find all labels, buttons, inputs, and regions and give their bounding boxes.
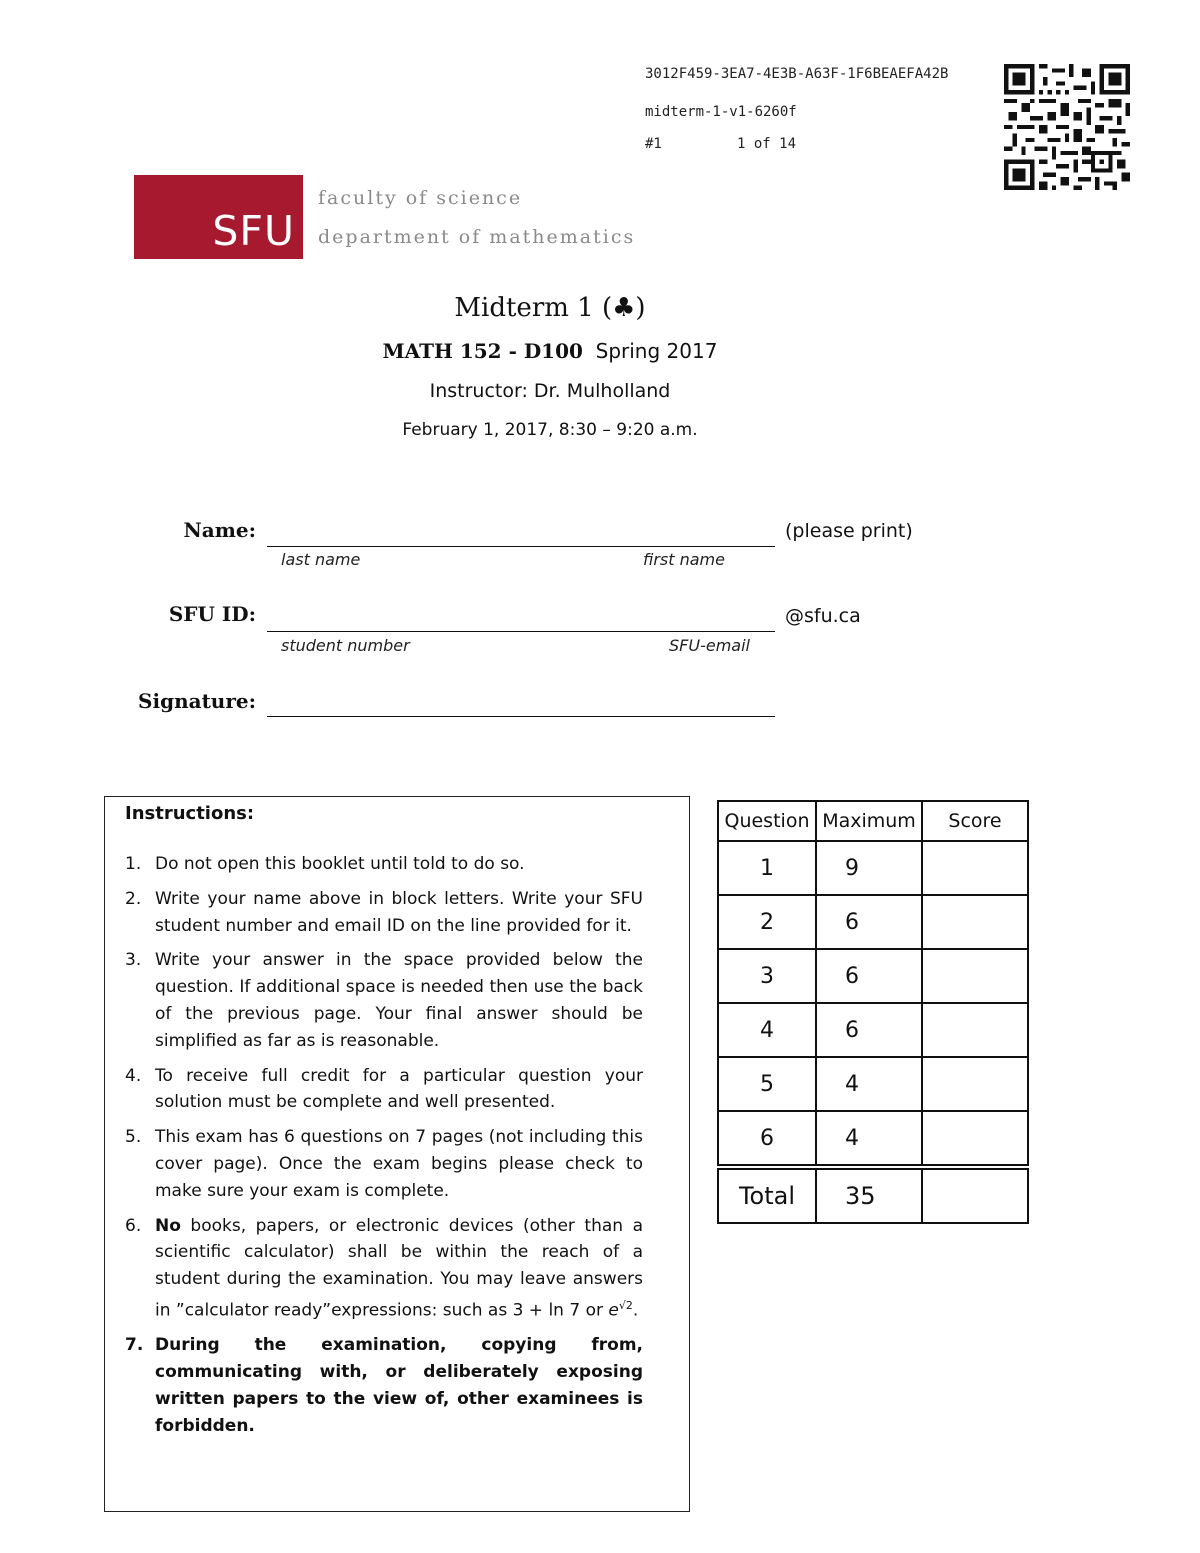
question-cell: 4 [718, 1003, 816, 1057]
course-line [0, 339, 1100, 363]
total-score[interactable] [922, 1167, 1028, 1223]
table-row [718, 841, 1028, 895]
score-cell[interactable] [922, 841, 1028, 895]
item-number: 1. [125, 854, 142, 874]
instruction-item [125, 1213, 643, 1325]
exam-version: midterm-1-v1-6260f [645, 104, 797, 120]
course-code: MATH 152 - D100 [382, 339, 583, 363]
instruction-item [125, 1332, 643, 1439]
logo-department: department of mathematics [318, 226, 636, 248]
score-table [717, 800, 1029, 1224]
score-cell[interactable] [922, 1057, 1028, 1111]
item-text: This exam has 6 questions on 7 pages (not including this cover page). Once the exam begins please check to make sure your exam is complete. [155, 1127, 643, 1201]
last-name-hint: last name [281, 550, 361, 569]
table-row [718, 1057, 1028, 1111]
header-score: Score [922, 801, 1028, 841]
item-text: Write your answer in the space provided below the question. If additional space is needed then use the back of the previous page. Your final answer should be simplified as far as is reasonable. [155, 950, 643, 1051]
instruction-item [125, 947, 643, 1054]
name-label: Name: [183, 518, 256, 542]
first-name-hint: first name [643, 550, 725, 569]
page-label: 1 of 14 [737, 136, 797, 152]
exam-hash: 3012F459-3EA7-4E3B-A63F-1F6BEAEFA42B [645, 66, 949, 82]
signature-label: Signature: [138, 689, 256, 713]
item-number: 4. [125, 1065, 142, 1086]
maximum-cell: 6 [816, 1003, 922, 1057]
copy-number: #1 [645, 136, 662, 152]
instructions-list [125, 851, 643, 1448]
item-number: 6. [125, 1215, 142, 1236]
signature-line[interactable] [267, 716, 775, 717]
course-term: Spring 2017 [595, 339, 718, 363]
logo-faculty: faculty of science [318, 187, 523, 209]
maximum-cell: 4 [816, 1057, 922, 1111]
score-cell[interactable] [922, 895, 1028, 949]
total-label: Total [718, 1167, 816, 1223]
table-row [718, 895, 1028, 949]
sfu-id-label: SFU ID: [168, 602, 256, 626]
instructions-box [104, 796, 690, 1512]
score-cell[interactable] [922, 1111, 1028, 1167]
item-text: To receive full credit for a particular question your solution must be complete and well presented. [155, 1065, 643, 1113]
instruction-item [125, 851, 643, 878]
sfu-id-line[interactable] [267, 631, 775, 632]
sfu-email-hint: SFU-email [669, 636, 750, 655]
question-cell: 3 [718, 949, 816, 1003]
maximum-cell: 6 [816, 895, 922, 949]
question-cell: 5 [718, 1057, 816, 1111]
item-text: During the examination, copying from, communicating with, or deliberately exposing written papers to the view of, other examinees is forbidden. [155, 1335, 643, 1436]
maximum-cell: 9 [816, 841, 922, 895]
item-number: 3. [125, 950, 142, 971]
item-number: 2. [125, 888, 142, 909]
name-line[interactable] [267, 546, 775, 547]
header-question: Question [718, 801, 816, 841]
score-header-row [718, 801, 1028, 841]
item-number: 5. [125, 1127, 142, 1148]
exam-title: Midterm 1 (♣) [454, 293, 646, 323]
question-cell: 2 [718, 895, 816, 949]
instruction-item [125, 1124, 643, 1204]
header-maximum: Maximum [816, 801, 922, 841]
item-end: . [632, 1300, 639, 1321]
maximum-cell: 6 [816, 949, 922, 1003]
table-row [718, 1111, 1028, 1167]
total-maximum: 35 [816, 1167, 922, 1223]
question-cell: 6 [718, 1111, 816, 1167]
maximum-cell: 4 [816, 1111, 922, 1167]
item-number: 7. [125, 1335, 144, 1356]
item-text: books, papers, or electronic devices (other than a scientific calculator) shall be within the reach of a student during the examination. You may leave answers in ”calculator ready”expressions: such as 3 + ln 7 or [155, 1215, 643, 1321]
total-row [718, 1167, 1028, 1223]
question-cell: 1 [718, 841, 816, 895]
item-math-sup: √2 [618, 1298, 633, 1312]
score-cell[interactable] [922, 949, 1028, 1003]
item-text: Write your name above in block letters. Write your SFU student number and email ID on the line provided for it. [155, 888, 643, 936]
table-row [718, 949, 1028, 1003]
instruction-item [125, 1063, 643, 1117]
item-bold-lead: No [155, 1215, 181, 1236]
logo-mark: SFU [212, 207, 295, 255]
email-domain: @sfu.ca [785, 605, 861, 627]
item-math: e [608, 1300, 619, 1321]
instruction-item [125, 886, 643, 940]
please-print-note: (please print) [785, 520, 913, 542]
table-row [718, 1003, 1028, 1057]
exam-datetime: February 1, 2017, 8:30 – 9:20 a.m. [402, 420, 698, 440]
score-cell[interactable] [922, 1003, 1028, 1057]
sfu-logo [134, 175, 303, 259]
student-number-hint: student number [281, 636, 410, 655]
instructor: Instructor: Dr. Mulholland [429, 380, 671, 402]
item-text: Do not open this booklet until told to do so. [155, 854, 525, 874]
instructions-heading: Instructions: [125, 803, 255, 824]
qr-code-icon [1004, 64, 1130, 190]
